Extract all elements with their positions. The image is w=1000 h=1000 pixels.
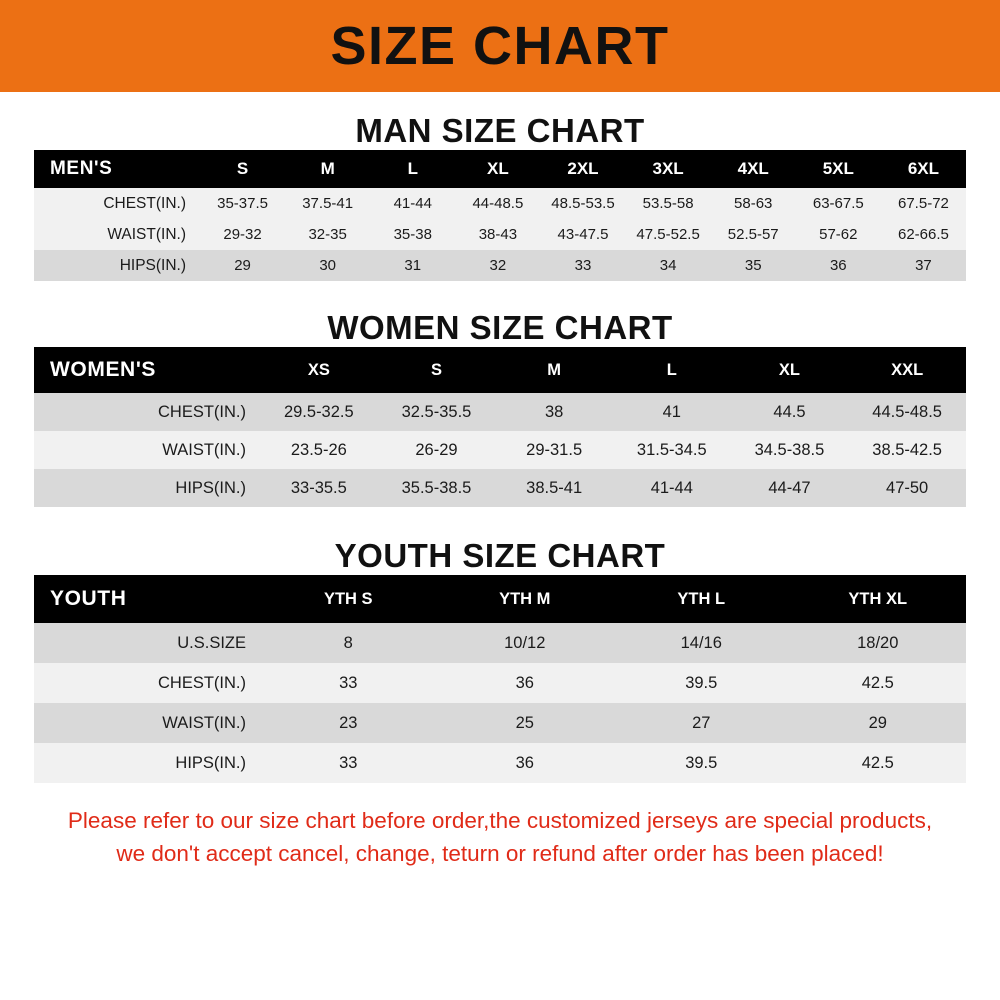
men-row1-cell0: 29-32 bbox=[200, 219, 285, 250]
youth-row3-cell1: 36 bbox=[437, 743, 614, 783]
women-header-cell-1: XS bbox=[260, 347, 378, 393]
men-header-cell-9: 6XL bbox=[881, 150, 966, 188]
women-row1-cell4: 34.5-38.5 bbox=[731, 431, 849, 469]
women-row2-cell5: 47-50 bbox=[848, 469, 966, 507]
men-header-cell-5: 2XL bbox=[540, 150, 625, 188]
men-header-cell-7: 4XL bbox=[711, 150, 796, 188]
policy-note-line1: Please refer to our size chart before order,the customized jerseys are special products, bbox=[67, 808, 933, 833]
women-header-cell-5: XL bbox=[731, 347, 849, 393]
youth-row2-cell3: 29 bbox=[790, 703, 967, 743]
men-row1-cell3: 38-43 bbox=[455, 219, 540, 250]
youth-header-cell-0: YOUTH bbox=[34, 575, 260, 623]
youth-header-cell-3: YTH L bbox=[613, 575, 790, 623]
women-header-row bbox=[34, 347, 966, 393]
women-row0-cell2: 38 bbox=[495, 393, 613, 431]
youth-row2-label: WAIST(IN.) bbox=[34, 703, 260, 743]
men-row1-cell1: 32-35 bbox=[285, 219, 370, 250]
women-row0-cell4: 44.5 bbox=[731, 393, 849, 431]
men-table-body bbox=[34, 188, 966, 281]
table-row bbox=[34, 623, 966, 663]
women-table-head bbox=[34, 347, 966, 393]
men-header-cell-6: 3XL bbox=[626, 150, 711, 188]
youth-row3-cell3: 42.5 bbox=[790, 743, 967, 783]
header-banner bbox=[0, 0, 1000, 92]
men-row2-cell3: 32 bbox=[455, 250, 540, 281]
women-row1-cell2: 29-31.5 bbox=[495, 431, 613, 469]
men-row0-cell6: 58-63 bbox=[711, 188, 796, 219]
youth-row0-cell3: 18/20 bbox=[790, 623, 967, 663]
youth-row1-label: CHEST(IN.) bbox=[34, 663, 260, 703]
page-title: SIZE CHART bbox=[330, 16, 670, 76]
table-row bbox=[34, 393, 966, 431]
youth-row2-cell1: 25 bbox=[437, 703, 614, 743]
men-table-wrap bbox=[0, 150, 1000, 281]
men-row2-cell2: 31 bbox=[370, 250, 455, 281]
youth-size-table bbox=[34, 575, 966, 783]
men-row0-label: CHEST(IN.) bbox=[34, 188, 200, 219]
men-row0-cell4: 48.5-53.5 bbox=[540, 188, 625, 219]
women-header-cell-4: L bbox=[613, 347, 731, 393]
women-row0-label: CHEST(IN.) bbox=[34, 393, 260, 431]
men-row1-cell7: 57-62 bbox=[796, 219, 881, 250]
women-row2-label: HIPS(IN.) bbox=[34, 469, 260, 507]
youth-section-title: YOUTH SIZE CHART bbox=[334, 537, 666, 574]
women-row0-cell5: 44.5-48.5 bbox=[848, 393, 966, 431]
women-section-title: WOMEN SIZE CHART bbox=[327, 309, 673, 346]
policy-note-line2: we don't accept cancel, change, teturn or refund after order has been placed! bbox=[116, 840, 884, 866]
men-row1-cell6: 52.5-57 bbox=[711, 219, 796, 250]
women-header-cell-6: XXL bbox=[848, 347, 966, 393]
youth-row1-cell3: 42.5 bbox=[790, 663, 967, 703]
men-header-cell-8: 5XL bbox=[796, 150, 881, 188]
men-row2-label: HIPS(IN.) bbox=[34, 250, 200, 281]
youth-row1-cell0: 33 bbox=[260, 663, 437, 703]
men-row1-cell4: 43-47.5 bbox=[540, 219, 625, 250]
table-row bbox=[34, 188, 966, 219]
youth-table-body bbox=[34, 623, 966, 783]
youth-table-wrap bbox=[0, 575, 1000, 783]
men-row0-cell3: 44-48.5 bbox=[455, 188, 540, 219]
men-row0-cell7: 63-67.5 bbox=[796, 188, 881, 219]
women-table-body bbox=[34, 393, 966, 507]
men-section-title: MAN SIZE CHART bbox=[355, 112, 645, 149]
men-header-cell-4: XL bbox=[455, 150, 540, 188]
men-header-cell-2: M bbox=[285, 150, 370, 188]
women-table-wrap bbox=[0, 347, 1000, 507]
table-row bbox=[34, 469, 966, 507]
table-row bbox=[34, 250, 966, 281]
men-header-cell-3: L bbox=[370, 150, 455, 188]
men-row1-cell5: 47.5-52.5 bbox=[626, 219, 711, 250]
men-row0-cell8: 67.5-72 bbox=[881, 188, 966, 219]
women-row1-cell1: 26-29 bbox=[378, 431, 496, 469]
men-row1-cell2: 35-38 bbox=[370, 219, 455, 250]
youth-table-head bbox=[34, 575, 966, 623]
youth-row0-cell1: 10/12 bbox=[437, 623, 614, 663]
youth-header-row bbox=[34, 575, 966, 623]
men-row0-cell0: 35-37.5 bbox=[200, 188, 285, 219]
men-header-cell-0: MEN'S bbox=[34, 150, 200, 188]
women-row2-cell2: 38.5-41 bbox=[495, 469, 613, 507]
table-row bbox=[34, 219, 966, 250]
women-row1-cell3: 31.5-34.5 bbox=[613, 431, 731, 469]
policy-note bbox=[0, 805, 1000, 870]
men-row0-cell2: 41-44 bbox=[370, 188, 455, 219]
men-table-head bbox=[34, 150, 966, 188]
women-row0-cell3: 41 bbox=[613, 393, 731, 431]
youth-row2-cell2: 27 bbox=[613, 703, 790, 743]
women-row0-cell0: 29.5-32.5 bbox=[260, 393, 378, 431]
men-row0-cell1: 37.5-41 bbox=[285, 188, 370, 219]
men-header-row bbox=[34, 150, 966, 188]
women-header-cell-2: S bbox=[378, 347, 496, 393]
youth-row3-cell0: 33 bbox=[260, 743, 437, 783]
youth-row0-label: U.S.SIZE bbox=[34, 623, 260, 663]
youth-row0-cell0: 8 bbox=[260, 623, 437, 663]
youth-header-cell-1: YTH S bbox=[260, 575, 437, 623]
men-row1-label: WAIST(IN.) bbox=[34, 219, 200, 250]
women-size-table bbox=[34, 347, 966, 507]
youth-row0-cell2: 14/16 bbox=[613, 623, 790, 663]
men-row2-cell8: 37 bbox=[881, 250, 966, 281]
men-header-cell-1: S bbox=[200, 150, 285, 188]
youth-header-cell-4: YTH XL bbox=[790, 575, 967, 623]
women-row2-cell3: 41-44 bbox=[613, 469, 731, 507]
men-row1-cell8: 62-66.5 bbox=[881, 219, 966, 250]
table-row bbox=[34, 703, 966, 743]
women-header-cell-0: WOMEN'S bbox=[34, 347, 260, 393]
youth-row3-cell2: 39.5 bbox=[613, 743, 790, 783]
women-row2-cell4: 44-47 bbox=[731, 469, 849, 507]
youth-row1-cell1: 36 bbox=[437, 663, 614, 703]
table-row bbox=[34, 431, 966, 469]
men-row2-cell5: 34 bbox=[626, 250, 711, 281]
women-row2-cell1: 35.5-38.5 bbox=[378, 469, 496, 507]
women-header-cell-3: M bbox=[495, 347, 613, 393]
women-row1-cell0: 23.5-26 bbox=[260, 431, 378, 469]
table-row bbox=[34, 743, 966, 783]
men-row2-cell6: 35 bbox=[711, 250, 796, 281]
youth-row1-cell2: 39.5 bbox=[613, 663, 790, 703]
table-row bbox=[34, 663, 966, 703]
women-row2-cell0: 33-35.5 bbox=[260, 469, 378, 507]
men-row2-cell7: 36 bbox=[796, 250, 881, 281]
women-row0-cell1: 32.5-35.5 bbox=[378, 393, 496, 431]
men-row2-cell1: 30 bbox=[285, 250, 370, 281]
youth-header-cell-2: YTH M bbox=[437, 575, 614, 623]
women-row1-label: WAIST(IN.) bbox=[34, 431, 260, 469]
men-row2-cell4: 33 bbox=[540, 250, 625, 281]
men-row2-cell0: 29 bbox=[200, 250, 285, 281]
women-row1-cell5: 38.5-42.5 bbox=[848, 431, 966, 469]
men-row0-cell5: 53.5-58 bbox=[626, 188, 711, 219]
youth-row2-cell0: 23 bbox=[260, 703, 437, 743]
men-size-table bbox=[34, 150, 966, 281]
youth-row3-label: HIPS(IN.) bbox=[34, 743, 260, 783]
